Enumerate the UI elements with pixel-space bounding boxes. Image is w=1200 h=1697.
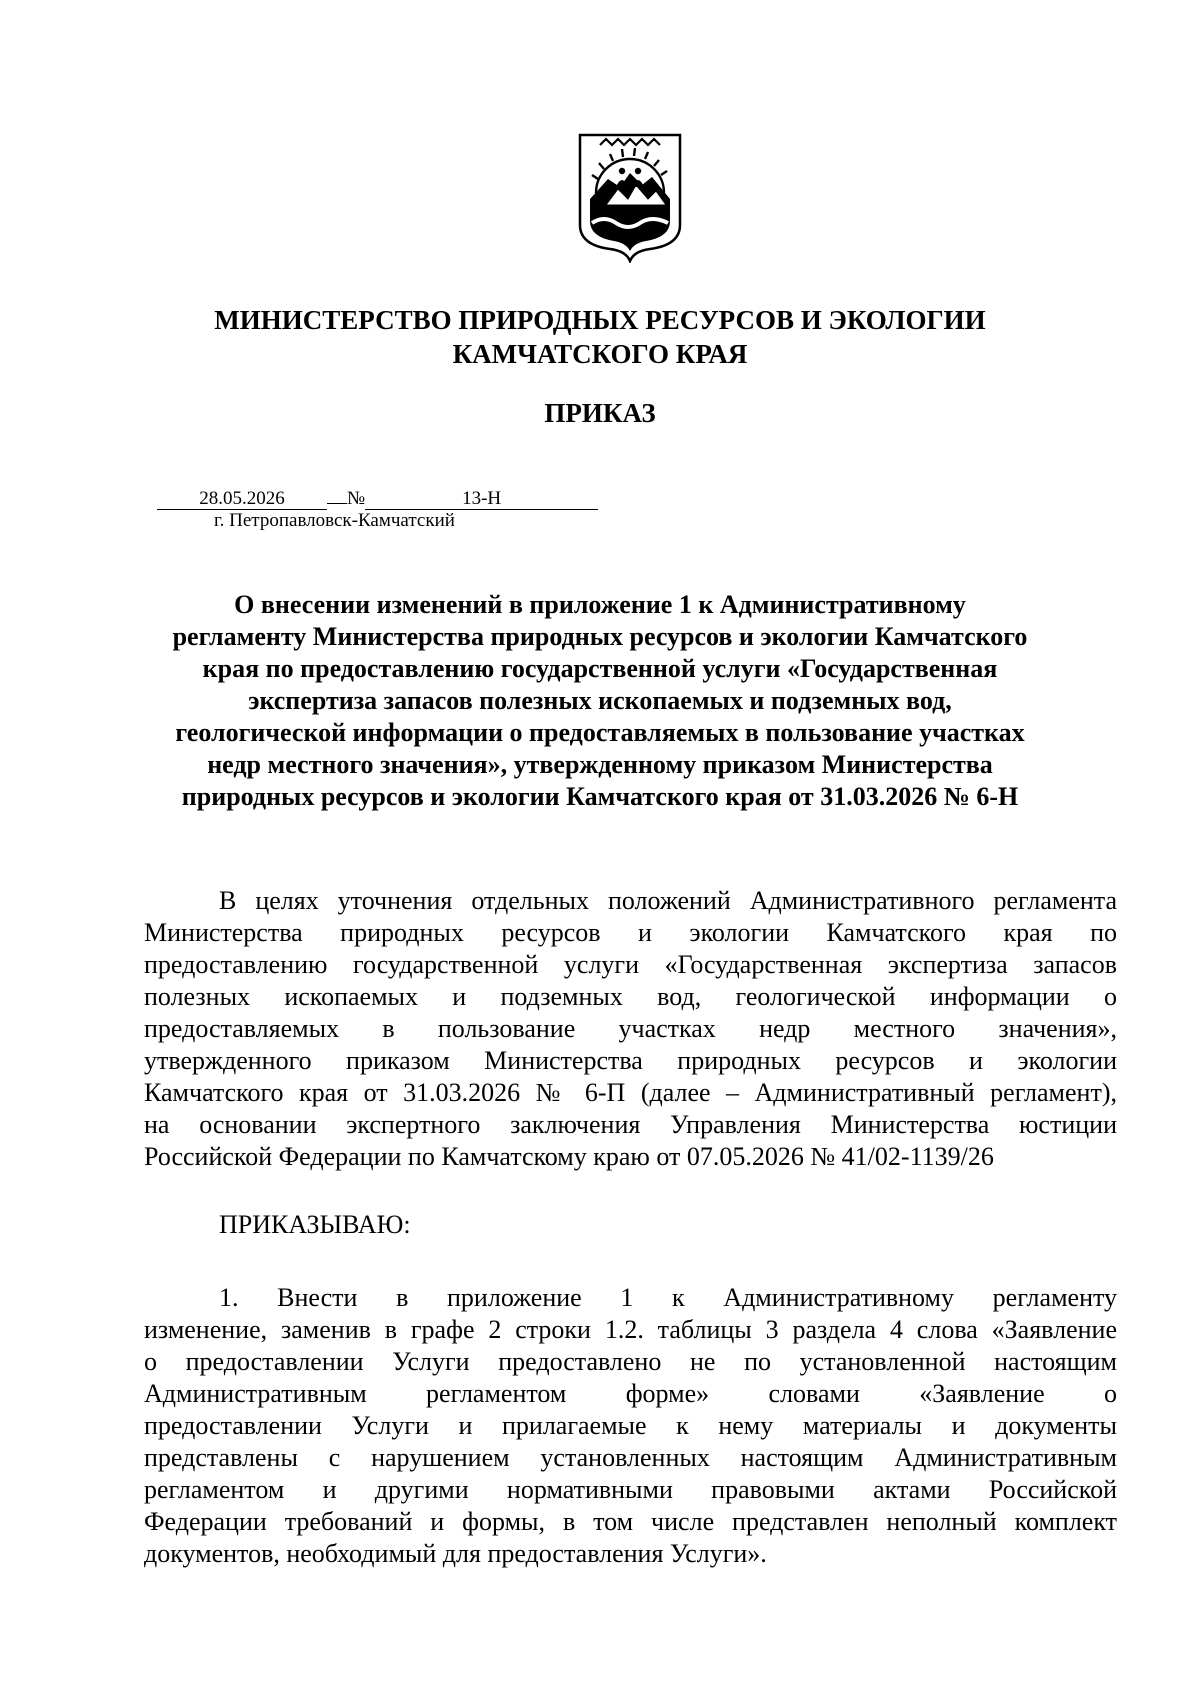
document-place: г. Петропавловск-Камчатский (214, 510, 455, 531)
subject-line: природных ресурсов и экологии Камчатского края от 31.03.2026 № 6-Н (181, 782, 1019, 811)
preamble-line: на основании экспертного заключения Управления Министерства юстиции (144, 1110, 1117, 1139)
preamble-line: предоставляемых в пользование участках недр местного значения», (144, 1014, 1117, 1043)
preamble-line: предоставлению государственной услуги «Государственная экспертиза запасов (144, 950, 1117, 979)
subject-line: недр местного значения», утвержденному приказом Министерства (207, 750, 993, 779)
subject-line: края по предоставлению государственной услуги «Государственная (202, 654, 998, 683)
registration-line (157, 481, 598, 511)
item-1-paragraph (144, 1282, 1117, 1570)
item-line: документов, необходимый для предоставления Услуги». (144, 1539, 767, 1568)
number-sign: № (347, 488, 366, 509)
organization-line: МИНИСТЕРСТВО ПРИРОДНЫХ РЕСУРСОВ И ЭКОЛОГИИ (214, 305, 986, 335)
preamble-paragraph (144, 885, 1117, 1173)
item-line: Административным регламентом форме» словами «Заявление о (144, 1379, 1117, 1408)
item-line: о предоставлении Услуги предоставлено не по установленной настоящим (144, 1347, 1117, 1376)
organization-name (150, 303, 1050, 371)
document-date: 28.05.2026 (157, 487, 327, 510)
date-underline-gap (327, 481, 347, 504)
subject-line: регламенту Министерства природных ресурсов и экологии Камчатского (172, 622, 1028, 651)
item-line: Федерации требований и формы, в том числе представлен неполный комплект (144, 1507, 1117, 1536)
orders-heading: ПРИКАЗЫВАЮ: (219, 1210, 411, 1239)
item-line: предоставлении Услуги и прилагаемые к нему материалы и документы (144, 1411, 1117, 1440)
coat-of-arms-icon (578, 133, 682, 263)
document-number: 13-Н (365, 487, 598, 510)
preamble-line: полезных ископаемых и подземных вод, геологической информации о (144, 982, 1117, 1011)
preamble-line: Российской Федерации по Камчатскому краю от 07.05.2026 № 41/02-1139/26 (144, 1142, 994, 1171)
organization-line: КАМЧАТСКОГО КРАЯ (452, 339, 748, 369)
subject-line: геологической информации о предоставляемых в пользование участках (175, 718, 1025, 747)
subject-line: экспертиза запасов полезных ископаемых и подземных вод, (248, 686, 952, 715)
document-type: ПРИКАЗ (544, 398, 656, 428)
subject-line: О внесении изменений в приложение 1 к Административному (234, 590, 966, 619)
item-line: изменение, заменив в графе 2 строки 1.2. таблицы 3 раздела 4 слова «Заявление (144, 1315, 1117, 1344)
item-line: представлены с нарушением установленных настоящим Административным (144, 1443, 1117, 1472)
preamble-line: утвержденного приказом Министерства природных ресурсов и экологии (144, 1046, 1117, 1075)
item-line: 1. Внести в приложение 1 к Административному регламенту (219, 1283, 1117, 1312)
item-line: регламентом и другими нормативными правовыми актами Российской (144, 1475, 1117, 1504)
preamble-line: Министерства природных ресурсов и экологии Камчатского края по (144, 918, 1117, 947)
preamble-line: В целях уточнения отдельных положений Административного регламента (219, 886, 1117, 915)
document-subject (140, 589, 1060, 813)
preamble-line: Камчатского края от 31.03.2026 № 6-П (далее – Административный регламент), (144, 1078, 1117, 1107)
